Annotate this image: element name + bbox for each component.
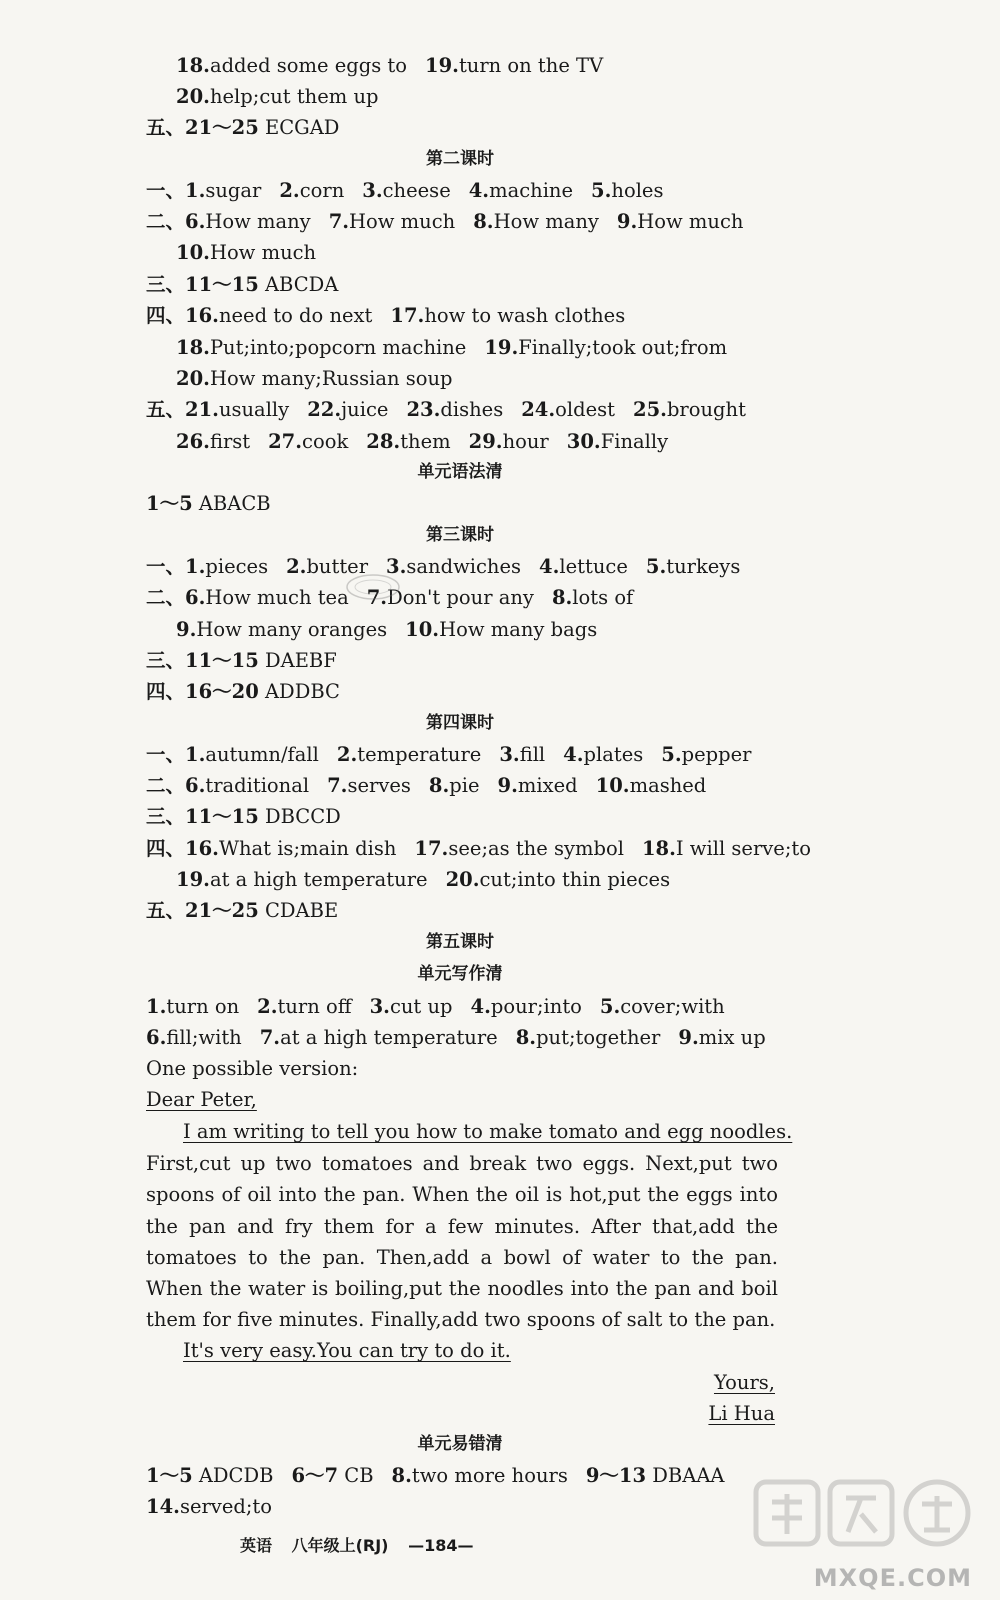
- answer-text: corn: [299, 179, 345, 202]
- answer-line: [146, 396, 746, 424]
- question-number: 1.: [146, 995, 167, 1018]
- answer-item: [176, 54, 407, 77]
- section-heading: 第三课时: [426, 525, 494, 545]
- answer-item: [146, 179, 261, 202]
- question-number: 二、6.: [146, 210, 206, 233]
- answer-text: Put;into;popcorn machine: [209, 336, 467, 359]
- question-number: 五、21.: [146, 398, 219, 421]
- answer-line: [146, 1462, 725, 1490]
- answer-item: [471, 995, 582, 1018]
- answer-item: [146, 273, 338, 296]
- footer-page-number: —184—: [408, 1536, 474, 1555]
- answer-text: put;together: [536, 1026, 661, 1049]
- essay-name-text: Li Hua: [708, 1402, 775, 1425]
- answer-item: [386, 555, 521, 578]
- question-number: 8.: [515, 1026, 537, 1049]
- question-number: 3.: [386, 555, 407, 578]
- answer-item: [586, 1464, 725, 1487]
- answer-text: autumn/fall: [205, 743, 319, 766]
- answer-line: [146, 803, 341, 831]
- question-number: 6.: [146, 1026, 167, 1049]
- question-number: 28.: [366, 430, 401, 453]
- answer-line: [146, 114, 339, 142]
- section-heading: 单元易错清: [417, 1434, 503, 1454]
- answer-text: mashed: [629, 774, 707, 797]
- answer-text: brought: [666, 398, 746, 421]
- answer-item: [469, 430, 549, 453]
- answer-text: see;as the symbol: [448, 837, 624, 860]
- answer-line: [176, 334, 727, 362]
- answer-text: How many bags: [439, 618, 598, 641]
- answer-item: [390, 304, 625, 327]
- question-number: 四、16.: [146, 304, 219, 327]
- answer-text: oldest: [555, 398, 615, 421]
- answer-text: how to wash clothes: [424, 304, 626, 327]
- question-number: 8.: [428, 774, 450, 797]
- answer-item: [146, 210, 311, 233]
- answer-item: [362, 179, 450, 202]
- answer-text: Finally: [600, 430, 669, 453]
- answer-item: [498, 774, 578, 797]
- answer-line: [146, 490, 271, 518]
- essay-closing: [183, 1337, 511, 1365]
- answer-item: [176, 241, 316, 264]
- question-number: 8.: [391, 1464, 412, 1487]
- question-number: 四、16.: [146, 837, 219, 860]
- answer-text: fill: [519, 743, 546, 766]
- answer-item: [176, 430, 250, 453]
- question-number: 10.: [405, 618, 440, 641]
- question-number: 三、11～15: [146, 805, 259, 828]
- answer-item: [146, 805, 341, 828]
- answer-item: [633, 398, 746, 421]
- question-number: 8.: [473, 210, 494, 233]
- question-number: 9.: [678, 1026, 699, 1049]
- question-number: 3.: [362, 179, 383, 202]
- answer-item: [146, 837, 396, 860]
- essay-name: [708, 1400, 775, 1428]
- answer-text: sandwiches: [406, 555, 522, 578]
- answer-text: served;to: [179, 1495, 272, 1518]
- answer-text: added some eggs to: [209, 54, 408, 77]
- answer-item: [600, 995, 725, 1018]
- answer-item: [329, 210, 456, 233]
- answer-text: turkeys: [666, 555, 741, 578]
- question-number: 四、16～20: [146, 680, 259, 703]
- answer-item: [521, 398, 615, 421]
- essay-intro: One possible version:: [146, 1057, 359, 1080]
- answer-text: pour;into: [490, 995, 582, 1018]
- answer-line: [176, 239, 316, 267]
- answer-text: cover;with: [620, 995, 725, 1018]
- question-number: 18.: [176, 54, 210, 77]
- answer-text: How much: [637, 210, 744, 233]
- answer-item: [406, 398, 503, 421]
- question-number: 五、21～25: [146, 116, 259, 139]
- question-number: 3.: [369, 995, 390, 1018]
- answer-item: [176, 336, 466, 359]
- question-number: 22.: [307, 398, 342, 421]
- question-number: 2.: [279, 179, 300, 202]
- answer-line: [146, 772, 706, 800]
- answer-item: [146, 899, 338, 922]
- question-number: 19.: [425, 54, 459, 77]
- answer-text: cook: [302, 430, 349, 453]
- question-number: 5.: [599, 995, 621, 1018]
- answer-text: DAEBF: [258, 649, 337, 672]
- answer-line: [146, 302, 625, 330]
- answer-text: machine: [489, 179, 574, 202]
- answer-text: butter: [306, 555, 369, 578]
- answer-text: ECGAD: [258, 116, 340, 139]
- answer-text: fill;with: [166, 1026, 242, 1049]
- answer-text: cut;into thin pieces: [479, 868, 671, 891]
- question-number: 27.: [268, 430, 303, 453]
- answer-line: [146, 835, 811, 863]
- answer-text: serves: [347, 774, 411, 797]
- answer-item: [146, 492, 271, 515]
- answer-item: [146, 116, 339, 139]
- answer-text: pepper: [681, 743, 752, 766]
- question-number: 4.: [563, 743, 584, 766]
- answer-item: [567, 430, 668, 453]
- answer-item: [469, 179, 573, 202]
- answer-text: ABACB: [192, 492, 271, 515]
- essay-signoff: [714, 1369, 775, 1397]
- essay-greeting-text: Dear Peter,: [146, 1088, 257, 1111]
- question-number: 9.: [497, 774, 518, 797]
- question-number: 3.: [499, 743, 520, 766]
- question-number: 五、21～25: [146, 899, 259, 922]
- watermark-site-text: MXQE.COM: [813, 1564, 972, 1592]
- answer-line: [146, 271, 338, 299]
- answer-item: [661, 743, 751, 766]
- answer-item: [146, 304, 372, 327]
- answer-item: [146, 1495, 272, 1518]
- question-number: 20.: [445, 868, 480, 891]
- answer-text: What is;main dish: [218, 837, 397, 860]
- question-number: 9.: [616, 210, 638, 233]
- question-number: 5.: [661, 743, 682, 766]
- answer-text: Don't pour any: [387, 586, 534, 609]
- answer-item: [429, 774, 480, 797]
- question-number: 14.: [146, 1495, 180, 1518]
- answer-text: I will serve;to: [675, 837, 811, 860]
- question-number: 26.: [176, 430, 210, 453]
- answer-text: turn on the TV: [458, 54, 604, 77]
- answer-text: lots of: [572, 586, 634, 609]
- question-number: 7.: [259, 1026, 281, 1049]
- answer-item: [646, 555, 740, 578]
- answer-text: How much: [349, 210, 456, 233]
- question-number: 10.: [595, 774, 630, 797]
- answer-item: [370, 995, 453, 1018]
- answer-text: sugar: [205, 179, 262, 202]
- answer-item: [414, 837, 624, 860]
- answer-line: [146, 741, 751, 769]
- answer-item: [146, 680, 340, 703]
- question-number: 三、11～15: [146, 273, 259, 296]
- answer-text: lettuce: [559, 555, 628, 578]
- answer-item: [516, 1026, 661, 1049]
- answer-text: How much tea: [205, 586, 349, 609]
- question-number: 4.: [468, 179, 490, 202]
- question-number: 29.: [468, 430, 503, 453]
- answer-item: [563, 743, 643, 766]
- answer-text: pieces: [205, 555, 269, 578]
- question-number: 18.: [176, 336, 210, 359]
- answer-item: [678, 1026, 765, 1049]
- answer-text: CB: [338, 1464, 374, 1487]
- answer-item: [484, 336, 727, 359]
- answer-item: [405, 618, 597, 641]
- answer-text: cheese: [382, 179, 451, 202]
- answer-text: them: [400, 430, 451, 453]
- answer-item: [291, 1464, 373, 1487]
- answer-text: How many: [205, 210, 311, 233]
- answer-text: juice: [341, 398, 389, 421]
- question-number: 5.: [645, 555, 667, 578]
- answer-item: [146, 1026, 242, 1049]
- answer-item: [425, 54, 603, 77]
- answer-item: [268, 430, 348, 453]
- question-number: 2.: [336, 743, 358, 766]
- answer-text: CDABE: [258, 899, 339, 922]
- answer-item: [146, 398, 289, 421]
- answer-line: [146, 678, 340, 706]
- question-number: 2.: [257, 995, 278, 1018]
- answer-line: [146, 177, 663, 205]
- answer-text: traditional: [205, 774, 310, 797]
- section-heading: 单元写作清: [417, 964, 503, 984]
- answer-text: holes: [611, 179, 664, 202]
- answer-line: [146, 208, 743, 236]
- answer-text: turn off: [277, 995, 352, 1018]
- answer-item: [499, 743, 545, 766]
- answer-text: two more hours: [411, 1464, 568, 1487]
- answer-text: ABCDA: [258, 273, 339, 296]
- answer-line: [146, 993, 725, 1021]
- answer-text: mix up: [698, 1026, 766, 1049]
- answer-line: [146, 1024, 766, 1052]
- essay-closing-text: It's very easy.You can try to do it.: [183, 1339, 511, 1362]
- answer-text: at a high temperature: [209, 868, 428, 891]
- question-number: 4.: [539, 555, 560, 578]
- question-number: 30.: [566, 430, 601, 453]
- answer-text: DBCCD: [258, 805, 341, 828]
- question-number: 1～5: [146, 1464, 193, 1487]
- question-number: 20.: [176, 85, 210, 108]
- answer-text: plates: [583, 743, 644, 766]
- answer-item: [279, 179, 344, 202]
- answer-item: [176, 868, 428, 891]
- question-number: 19.: [484, 336, 519, 359]
- page-footer: [240, 1534, 487, 1558]
- question-number: 19.: [176, 868, 210, 891]
- answer-text: cut up: [389, 995, 453, 1018]
- answer-text: pie: [449, 774, 480, 797]
- answer-text: Finally;took out;from: [518, 336, 728, 359]
- answer-item: [260, 1026, 498, 1049]
- answer-line: [176, 616, 597, 644]
- question-number: 一、1.: [146, 743, 206, 766]
- answer-item: [146, 586, 349, 609]
- question-number: 一、1.: [146, 555, 206, 578]
- answer-item: [146, 995, 239, 1018]
- question-number: 5.: [591, 179, 612, 202]
- answer-item: [176, 85, 379, 108]
- answer-text: How much: [209, 241, 317, 264]
- question-number: 7.: [328, 210, 350, 233]
- question-number: 4.: [470, 995, 491, 1018]
- answer-text: dishes: [440, 398, 504, 421]
- section-heading: 第五课时: [426, 932, 494, 952]
- question-number: 20.: [176, 367, 210, 390]
- essay-body: First,cut up two tomatoes and break two eggs. Next,put two spoons of oil into the pan. When the oil is hot,put the eggs into the pan and fry them for a few minutes. After that,add the tomatoes to the pan. Then,add a bowl of water to the pan. When the water is boiling,put the noodles into the pan and boil them for five minutes. Finally,add two spoons of salt to the pan.: [146, 1152, 778, 1332]
- question-number: 2.: [286, 555, 307, 578]
- question-number: 一、1.: [146, 179, 206, 202]
- answer-text: hour: [502, 430, 549, 453]
- section-heading: 第四课时: [426, 713, 494, 733]
- answer-line: [146, 897, 338, 925]
- essay-opening-text: I am writing to tell you how to make tomato and egg noodles.: [183, 1120, 793, 1143]
- answer-text: How many: [493, 210, 599, 233]
- answer-item: [146, 1464, 273, 1487]
- answer-line: [146, 1493, 272, 1521]
- question-number: 23.: [406, 398, 441, 421]
- question-number: 7.: [327, 774, 348, 797]
- question-number: 6～7: [291, 1464, 339, 1487]
- answer-item: [146, 555, 268, 578]
- answer-item: [617, 210, 744, 233]
- answer-item: [337, 743, 481, 766]
- footer-subject: 英语: [240, 1536, 273, 1555]
- question-number: 7.: [366, 586, 388, 609]
- answer-text: ADDBC: [258, 680, 340, 703]
- answer-item: [446, 868, 671, 891]
- question-number: 24.: [521, 398, 556, 421]
- answer-item: [392, 1464, 568, 1487]
- answer-text: mixed: [517, 774, 578, 797]
- essay-opening: [183, 1118, 792, 1146]
- answer-item: [366, 430, 450, 453]
- section-heading: 单元语法清: [417, 462, 503, 482]
- answer-item: [146, 649, 337, 672]
- answer-text: How many;Russian soup: [209, 367, 453, 390]
- faint-stamp-mark: [344, 572, 402, 602]
- answer-text: first: [209, 430, 251, 453]
- answer-item: [176, 367, 453, 390]
- watermark-logo-icon: [752, 1474, 972, 1554]
- section-heading: 第二课时: [426, 149, 494, 169]
- question-number: 9.: [176, 618, 197, 641]
- answer-item: [176, 618, 387, 641]
- answer-item: [596, 774, 707, 797]
- answer-item: [552, 586, 633, 609]
- answer-text: help;cut them up: [209, 85, 379, 108]
- answer-item: [327, 774, 411, 797]
- answer-line: [176, 866, 670, 894]
- question-number: 10.: [176, 241, 210, 264]
- answer-item: [257, 995, 351, 1018]
- question-number: 9～13: [585, 1464, 647, 1487]
- answer-text: usually: [218, 398, 290, 421]
- question-number: 二、6.: [146, 586, 206, 609]
- answer-item: [146, 774, 309, 797]
- answer-item: [591, 179, 663, 202]
- question-number: 17.: [414, 837, 449, 860]
- answer-item: [146, 743, 319, 766]
- answer-line: [146, 553, 740, 581]
- essay-greeting: [146, 1086, 257, 1114]
- answer-text: How many oranges: [196, 618, 388, 641]
- answer-text: need to do next: [218, 304, 373, 327]
- answer-item: [307, 398, 388, 421]
- essay-signoff-text: Yours,: [713, 1371, 775, 1394]
- answer-line: [176, 83, 379, 111]
- footer-grade: 八年级上(RJ): [291, 1536, 389, 1555]
- answer-text: turn on: [166, 995, 240, 1018]
- question-number: 8.: [551, 586, 573, 609]
- answer-text: temperature: [357, 743, 482, 766]
- answer-item: [539, 555, 628, 578]
- question-number: 二、6.: [146, 774, 206, 797]
- answer-line: [176, 428, 668, 456]
- answer-item: [473, 210, 599, 233]
- question-number: 1～5: [146, 492, 193, 515]
- question-number: 25.: [633, 398, 667, 421]
- question-number: 三、11～15: [146, 649, 259, 672]
- question-number: 17.: [390, 304, 425, 327]
- answer-text: ADCDB: [192, 1464, 274, 1487]
- answer-text: at a high temperature: [280, 1026, 498, 1049]
- answer-text: DBAAA: [646, 1464, 725, 1487]
- answer-item: [642, 837, 811, 860]
- question-number: 18.: [641, 837, 676, 860]
- answer-line: [176, 365, 453, 393]
- answer-line: [176, 52, 603, 80]
- answer-line: [146, 647, 337, 675]
